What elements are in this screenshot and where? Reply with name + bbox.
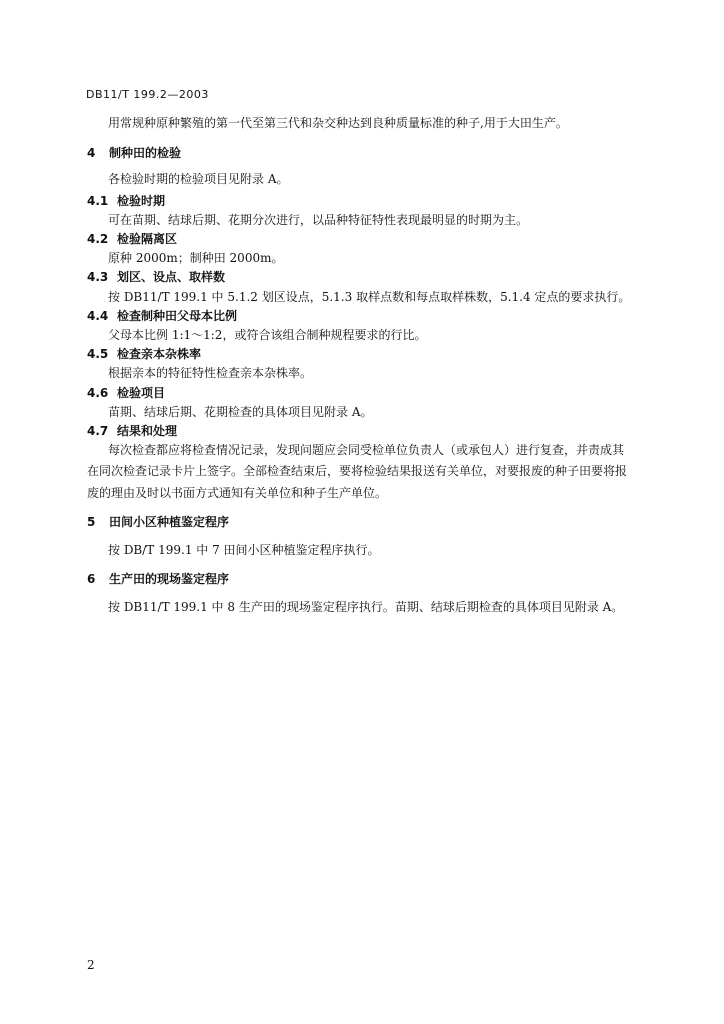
intro-paragraph: 用常规种原种繁殖的第一代至第三代和杂交种达到良种质量标准的种子,用于大田生产。: [108, 116, 568, 130]
section-4-7-heading: [87, 422, 177, 439]
section-4-4-heading: [87, 307, 237, 324]
section-title: 生产田的现场鉴定程序: [109, 572, 230, 586]
section-4-3-heading: [87, 268, 225, 285]
section-4-2-heading: [87, 230, 177, 247]
section-title: 结果和处理: [117, 424, 178, 438]
section-4-5-text: 根据亲本的特征特性检查亲本杂株率。: [108, 366, 313, 380]
section-4-2-text: 原种 2000m；制种田 2000m。: [108, 251, 284, 265]
section-6-heading: [87, 570, 229, 587]
section-4-1-heading: [87, 192, 165, 209]
section-number: 5: [87, 515, 96, 529]
section-6-text: 按 DB11/T 199.1 中 8 生产田的现场鉴定程序执行。苗期、结球后期检查的具体项目见附录 A。: [108, 600, 624, 614]
section-number: 6: [87, 572, 96, 586]
section-4-7-line-2: 在同次检查记录卡片上签字。全部检查结束后，要将检验结果报送有关单位，对要报废的种子田要将报: [87, 464, 628, 478]
section-number: 4.1: [87, 194, 109, 208]
section-number: 4.6: [87, 386, 109, 400]
document-code: DB11/T 199.2—2003: [86, 88, 209, 101]
section-title: 检查亲本杂株率: [117, 347, 202, 361]
section-4-heading: [87, 144, 181, 161]
section-number: 4.7: [87, 424, 109, 438]
section-title: 检验时期: [117, 194, 166, 208]
page-number: 2: [87, 958, 95, 972]
section-5-heading: [87, 513, 229, 530]
section-number: 4.2: [87, 232, 109, 246]
section-4-1-text: 可在苗期、结球后期、花期分次进行，以品种特征特性表现最明显的时期为主。: [108, 213, 529, 227]
section-title: 检验项目: [117, 386, 166, 400]
section-4-6-heading: [87, 384, 165, 401]
section-title: 检查制种田父母本比例: [117, 309, 238, 323]
section-4-6-text: 苗期、结球后期、花期检查的具体项目见附录 A。: [108, 405, 373, 419]
section-number: 4.5: [87, 347, 109, 361]
section-4-text: 各检验时期的检验项目见附录 A。: [108, 172, 289, 186]
section-4-7-line-3: 废的理由及时以书面方式通知有关单位和种子生产单位。: [87, 486, 388, 500]
section-4-3-text: 按 DB11/T 199.1 中 5.1.2 划区设点，5.1.3 取样点数和每点取样株数，5.1.4 定点的要求执行。: [108, 290, 631, 304]
section-title: 检验隔离区: [117, 232, 178, 246]
section-number: 4.3: [87, 270, 109, 284]
section-title: 制种田的检验: [109, 146, 182, 160]
section-title: 划区、设点、取样数: [117, 270, 226, 284]
section-title: 田间小区种植鉴定程序: [109, 515, 230, 529]
section-4-5-heading: [87, 345, 201, 362]
section-4-4-text: 父母本比例 1:1～1:2，或符合该组合制种规程要求的行比。: [108, 328, 427, 342]
section-4-7-line-1: 每次检查都应将检查情况记录，发现问题应会同受检单位负责人（或承包人）进行复查，并责成其: [108, 443, 625, 457]
section-number: 4: [87, 146, 96, 160]
section-number: 4.4: [87, 309, 109, 323]
section-5-text: 按 DB/T 199.1 中 7 田间小区种植鉴定程序执行。: [108, 543, 380, 557]
